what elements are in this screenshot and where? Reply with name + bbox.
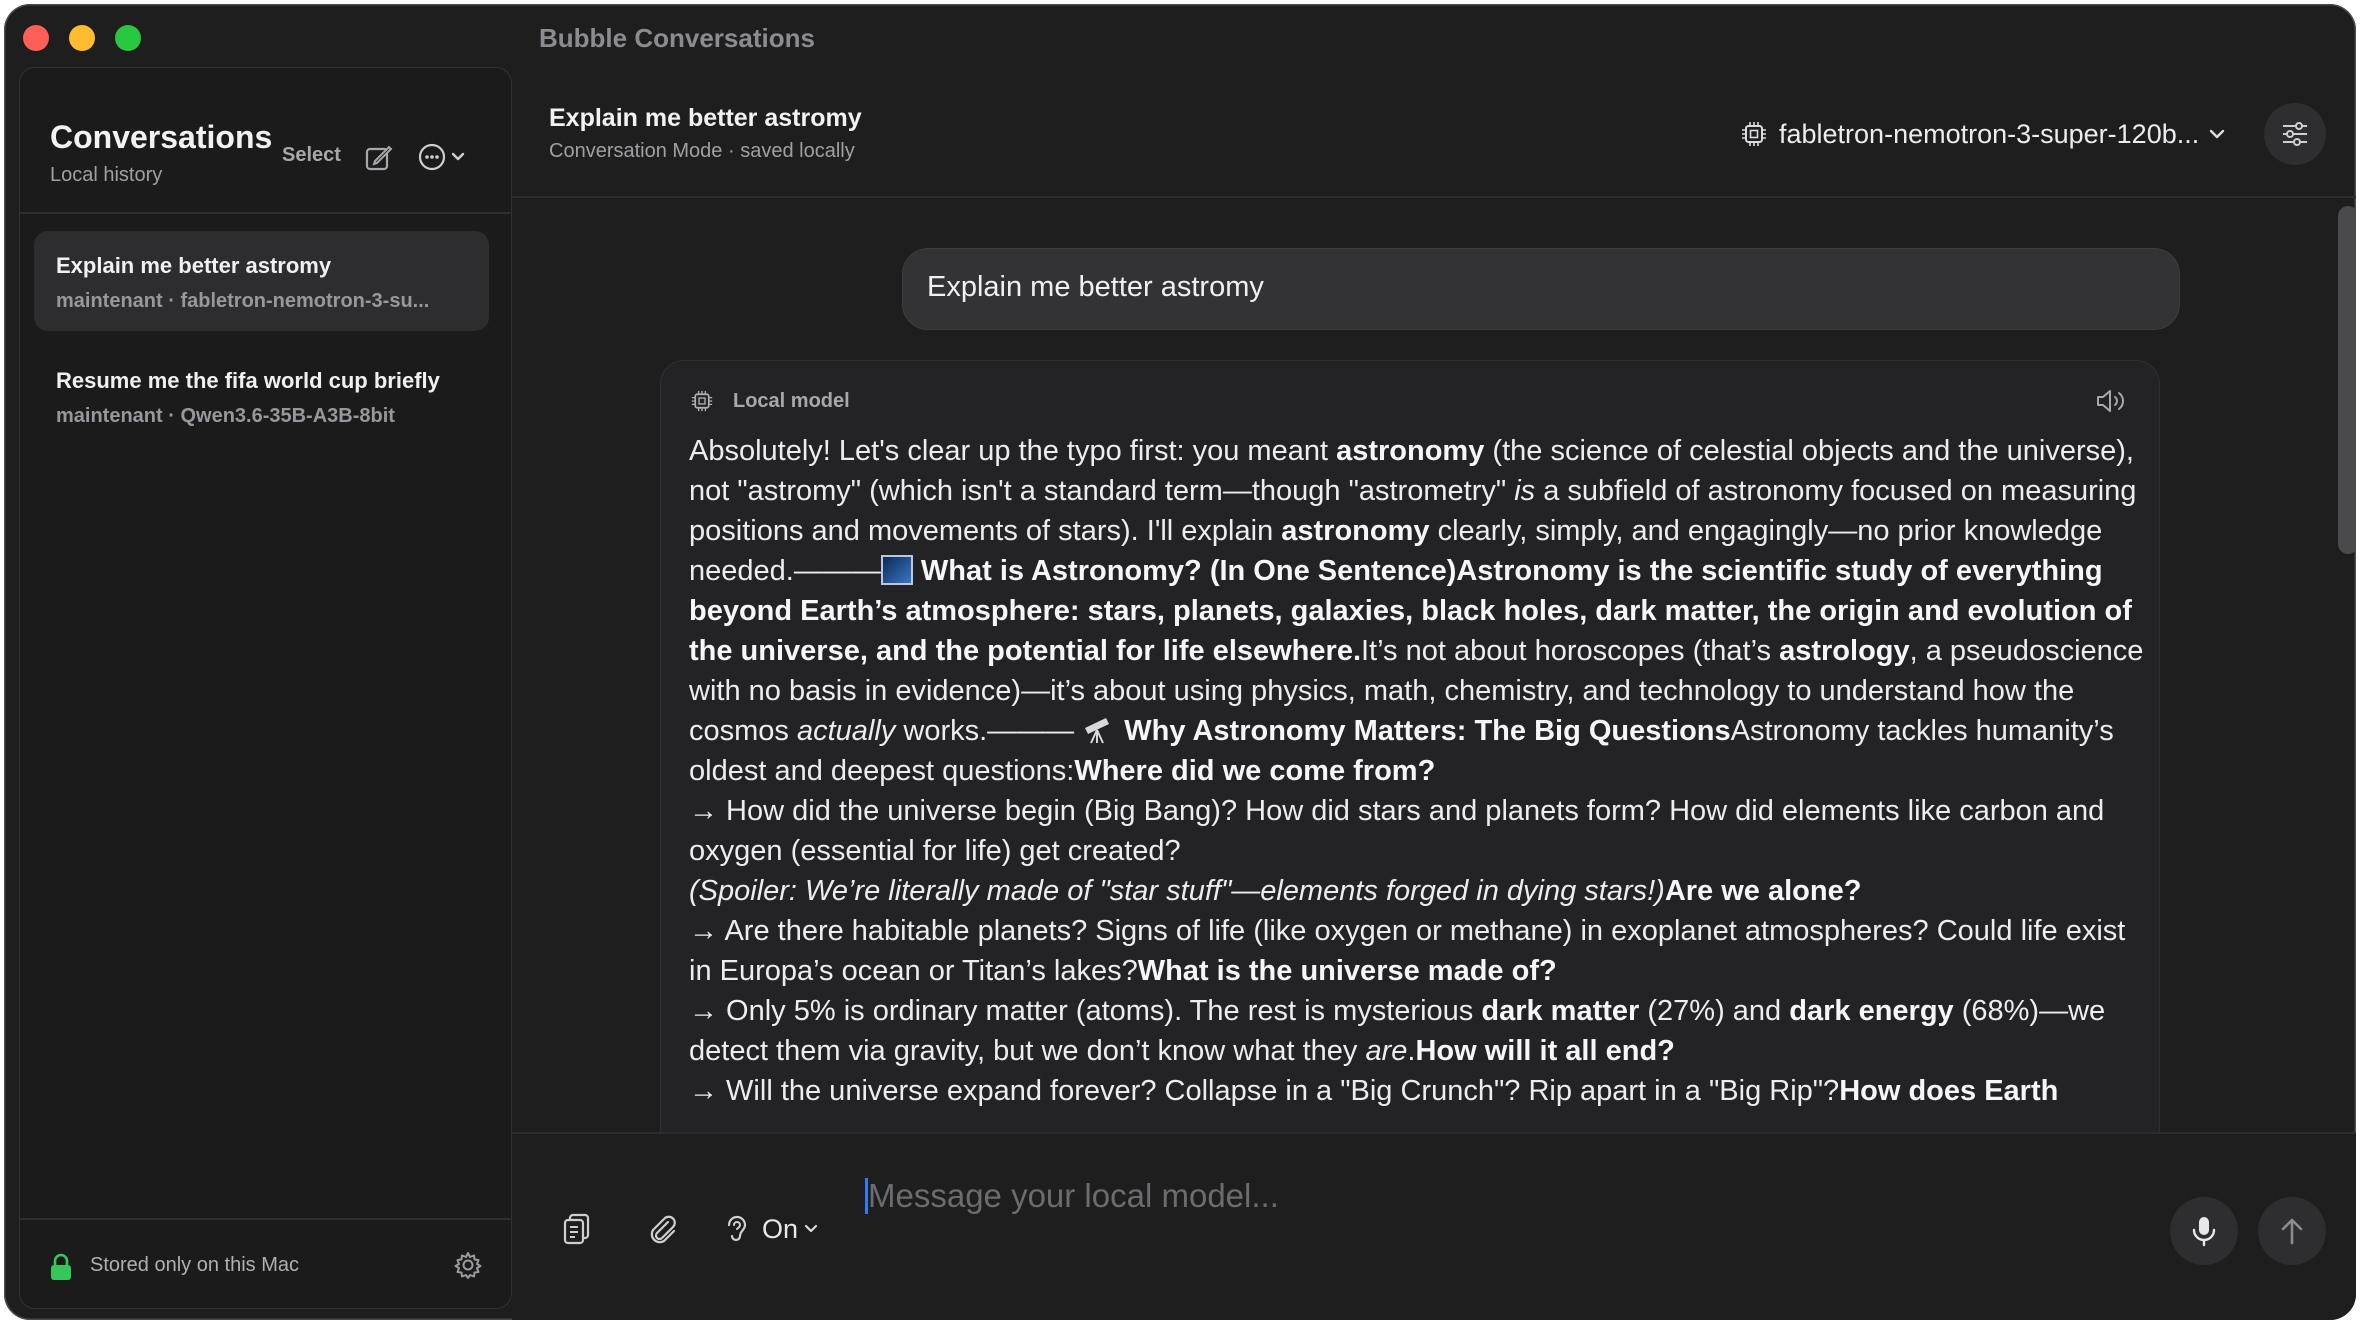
sidebar-title: Conversations: [50, 119, 273, 155]
chevron-down-icon: [2209, 128, 2225, 140]
answer-italic: are: [1365, 1035, 1408, 1067]
assistant-message-card: [660, 360, 2160, 1260]
answer-text: (68%)—we detect them via gravity, but we don’t know what they: [689, 995, 2106, 1067]
conversation-title: Resume me the fifa world cup briefly: [56, 368, 440, 393]
composer-divider: [512, 1132, 2356, 1134]
answer-text: → Are there habitable planets? Signs of life (like oxygen or methane) in exoplanet atmospheres? Could life exist in Europa’s ocean or Titan’s lakes?: [689, 915, 2126, 987]
select-button[interactable]: Select: [282, 144, 341, 166]
toggle-label: On: [762, 1213, 799, 1244]
model-picker[interactable]: [1741, 116, 2225, 152]
window-title: Bubble Conversations: [539, 23, 815, 53]
chevron-down-icon: [804, 1224, 818, 1234]
answer-bold: Why Astronomy Matters: The Big Questions: [1116, 715, 1731, 747]
answer-text: → How did the universe begin (Big Bang)? How did stars and planets form? How did elements like carbon and oxygen (essential for life) get created?: [689, 795, 2105, 867]
answer-bold: How does Earth: [1839, 1075, 2059, 1107]
answer-text: a subfield of astronomy focused on measuring positions and movements of stars). I'll explain: [689, 475, 2137, 547]
speaker-icon[interactable]: [2095, 387, 2127, 415]
send-button[interactable]: [2258, 1197, 2326, 1265]
conversation-heading: Explain me better astromy: [549, 104, 862, 132]
lock-icon: [50, 1253, 72, 1281]
message-input[interactable]: [866, 1170, 2130, 1222]
answer-bold: What is the universe made of?: [1137, 955, 1557, 987]
answer-text: Absolutely! Let's clear up the typo first: you meant: [689, 435, 1337, 467]
sidebar-divider: [20, 212, 511, 214]
chip-icon: [1741, 121, 1767, 147]
answer-bold: astronomy: [1336, 435, 1485, 467]
answer-bold: astronomy: [1281, 515, 1430, 547]
conversation-title: Explain me better astromy: [56, 253, 332, 278]
window-zoom-button[interactable]: [115, 25, 141, 51]
assistant-source-label: Local model: [733, 390, 850, 412]
answer-bold: Are we alone?: [1664, 875, 1862, 907]
answer-text: → Will the universe expand forever? Collapse in a "Big Crunch"? Rip apart in a "Big Rip"?: [689, 1075, 1840, 1107]
answer-italic: actually: [796, 715, 896, 747]
answer-text: → Only 5% is ordinary matter (atoms). The rest is mysterious: [689, 995, 1482, 1027]
conversation-item[interactable]: [34, 346, 489, 446]
answer-text: It’s not about horoscopes (that’s: [1361, 635, 1780, 667]
answer-text: works.———: [895, 715, 1075, 747]
scrollbar-thumb[interactable]: [2338, 206, 2356, 554]
microphone-icon: [2190, 1215, 2218, 1247]
storage-note: Stored only on this Mac: [90, 1254, 299, 1276]
hearing-icon: [722, 1212, 752, 1246]
sidebar: [19, 67, 512, 1309]
answer-bold: How will it all end?: [1415, 1035, 1675, 1067]
user-message-text: Explain me better astromy: [927, 271, 1264, 303]
answer-italic: is: [1514, 475, 1536, 507]
paperclip-icon[interactable]: [646, 1212, 680, 1246]
conversation-mode: Conversation Mode · saved locally: [549, 140, 855, 162]
answer-bold: dark energy: [1789, 995, 1954, 1027]
answer-text: (the science of celestial objects and the universe), not "astromy" (which isn't a standard term—though "astrometry": [689, 435, 2134, 507]
answer-text: clearly, simply, and engagingly—no prior knowledge needed.———: [689, 515, 2103, 587]
compose-icon[interactable]: [364, 143, 394, 173]
clipboard-icon[interactable]: [561, 1212, 595, 1246]
telescope-icon: [1082, 714, 1116, 744]
answer-bold: Where did we come from?: [1074, 755, 1436, 787]
model-name: fabletron-nemotron-3-super-120b...: [1779, 118, 2200, 149]
galaxy-icon: [881, 555, 913, 585]
app-window: [4, 4, 2356, 1320]
conversation-meta: maintenant · Qwen3.6-35B-A3B-8bit: [56, 405, 395, 427]
chip-icon: [691, 390, 713, 412]
answer-italic: (Spoiler: We’re literally made of "star stuff"—elements forged in dying stars!): [689, 875, 1665, 907]
header-divider: [512, 196, 2356, 198]
answer-text: Astronomy tackles humanity’s oldest and deepest questions:: [689, 715, 2114, 787]
conversation-item-active[interactable]: [34, 231, 489, 331]
sidebar-subtitle: Local history: [50, 164, 163, 186]
answer-bold: What is Astronomy? (In One Sentence)Astronomy is the scientific study of everything beyond Earth’s atmosphere: stars, planets, galaxies, black holes, dark matter, the origin and evolution of the universe, and the potential for life elsewhere.: [689, 555, 2132, 667]
conversation-meta: maintenant · fabletron-nemotron-3-su...: [56, 290, 430, 312]
sidebar-footer-divider: [20, 1218, 511, 1220]
user-message-bubble: [902, 248, 2180, 330]
assistant-message-text: [689, 431, 2149, 1111]
settings-button[interactable]: [2264, 103, 2326, 165]
answer-bold: dark matter: [1481, 995, 1640, 1027]
answer-text: .: [1407, 1035, 1416, 1067]
window-close-button[interactable]: [23, 25, 49, 51]
answer-text: (27%) and: [1639, 995, 1790, 1027]
answer-bold: astrology: [1779, 635, 1910, 667]
arrow-up-icon: [2278, 1215, 2306, 1247]
more-icon[interactable]: [417, 141, 469, 173]
window-minimize-button[interactable]: [69, 25, 95, 51]
hearing-toggle[interactable]: [722, 1212, 818, 1246]
microphone-button[interactable]: [2170, 1197, 2238, 1265]
settings-sliders-icon: [2280, 119, 2310, 149]
answer-text: , a pseudoscience with no basis in evidence)—it’s about using physics, math, chemistry, and technology to understand how the cosmos: [689, 635, 2144, 747]
gear-icon[interactable]: [453, 1250, 483, 1280]
